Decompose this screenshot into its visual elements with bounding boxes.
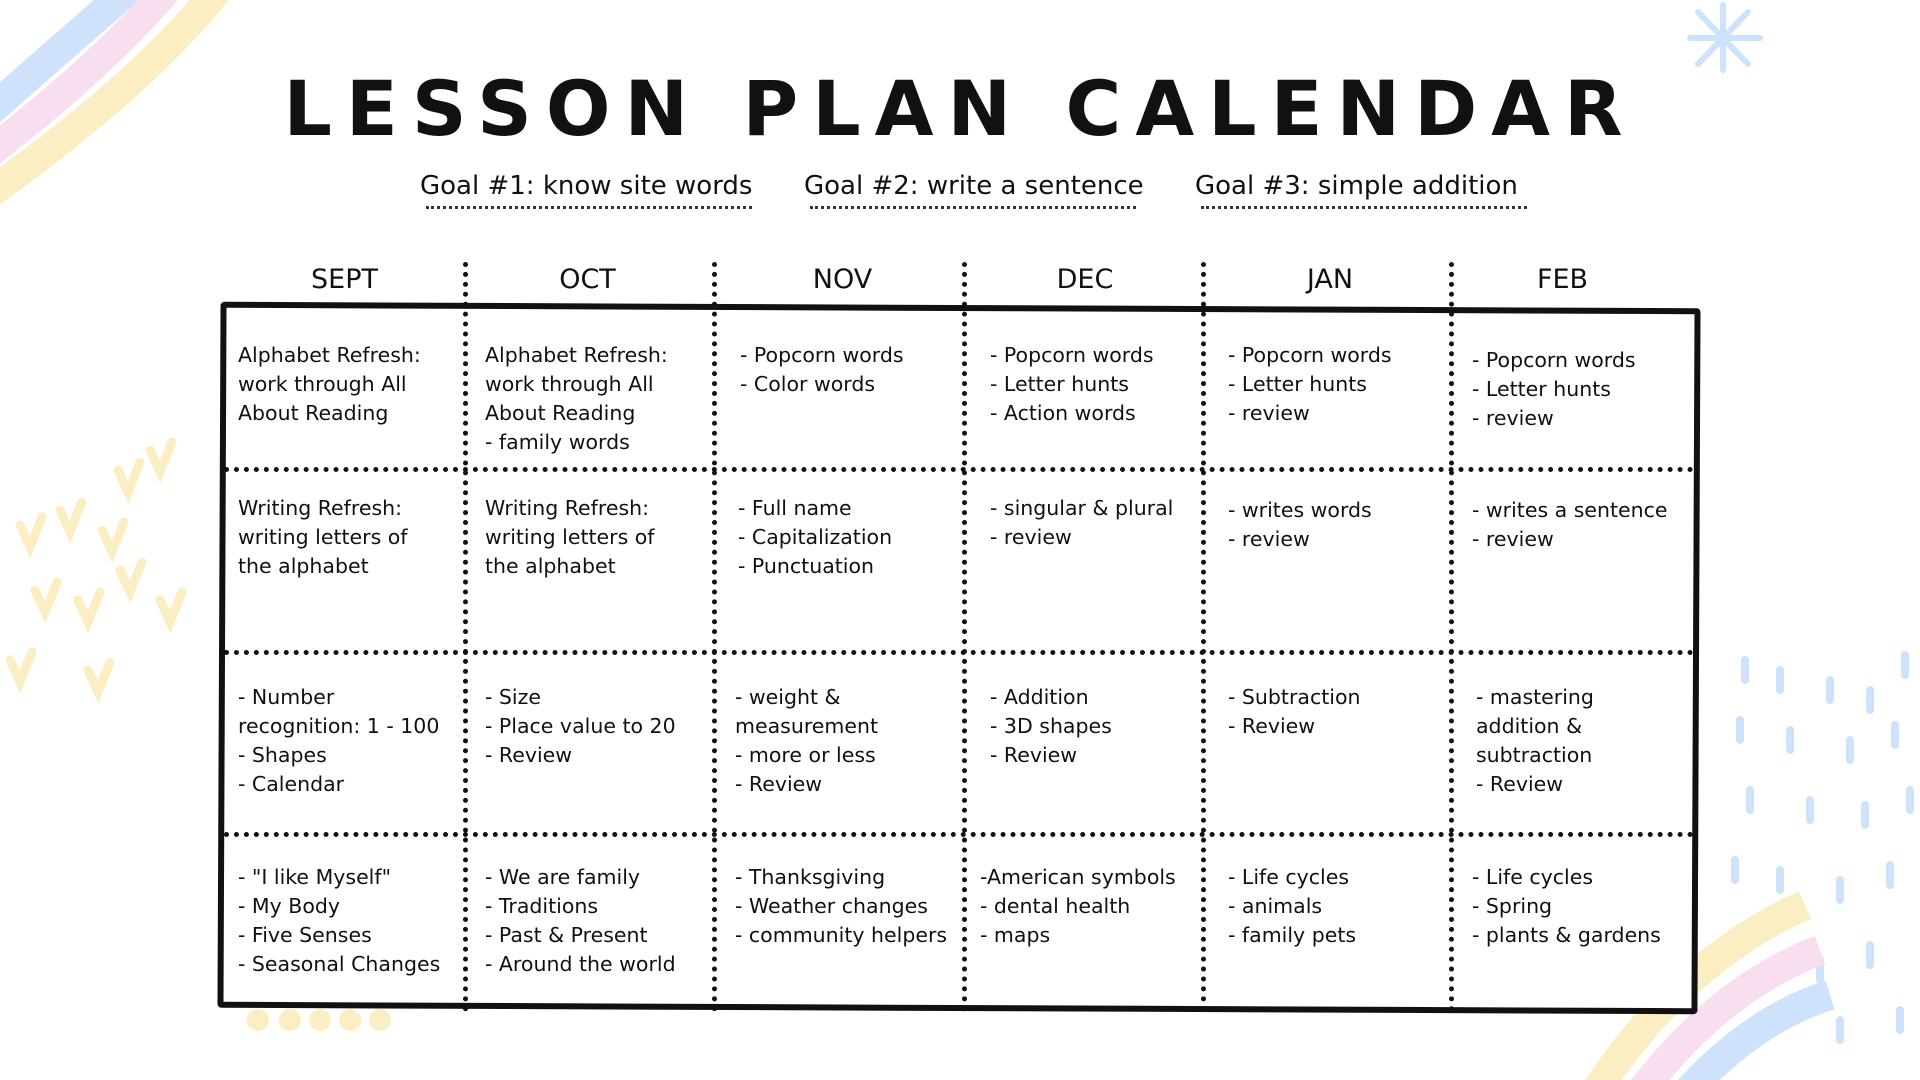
cell-line: - dental health (980, 894, 1131, 918)
row-divider (224, 650, 1694, 655)
cell-line: - animals (1228, 894, 1323, 918)
goal-2-label: Goal #2: write a sentence (804, 171, 1144, 201)
month-header-jan: JAN (1306, 264, 1354, 295)
cell-line: - review (1228, 527, 1310, 551)
cell-line: - Review (1476, 772, 1564, 796)
goal-2 (804, 168, 1144, 208)
dots-bottom-left (247, 1009, 391, 1031)
cell-row1-sept (238, 341, 421, 428)
column-divider (712, 262, 717, 1012)
cell-row1-jan (1228, 341, 1392, 428)
cell-line: - Thanksgiving (735, 865, 886, 889)
month-header-feb: FEB (1536, 264, 1589, 295)
cell-row1-dec (990, 341, 1154, 428)
goal-3 (1195, 168, 1527, 208)
cell-line: - Review (1228, 714, 1316, 738)
cell-row3-jan (1228, 683, 1361, 741)
cell-line: - weight & (735, 685, 841, 709)
cell-line: - family pets (1228, 923, 1357, 947)
cell-line: - Calendar (238, 772, 345, 796)
cell-line: work through All (485, 372, 654, 396)
goal-1-underline (426, 206, 752, 209)
cell-line: - Popcorn words (1228, 343, 1392, 367)
cell-line: - review (1228, 401, 1310, 425)
cell-line: - Review (485, 743, 573, 767)
page-title: LESSON PLAN CALENDAR (283, 64, 1637, 153)
cell-line: - Size (485, 685, 541, 709)
month-header-oct: OCT (559, 264, 616, 295)
cell-row1-nov (740, 341, 904, 399)
sparkle-icon (1690, 5, 1760, 70)
cell-line: - review (1472, 406, 1554, 430)
cell-row3-oct (485, 683, 676, 770)
goal-3-label: Goal #3: simple addition (1195, 171, 1518, 201)
rain-dashes-right (1735, 655, 1910, 1040)
column-divider (962, 262, 967, 1012)
cell-line: - family words (485, 430, 630, 454)
cell-row4-sept (238, 863, 440, 979)
cell-line: - Past & Present (485, 923, 648, 947)
cell-line: - Letter hunts (1228, 372, 1367, 396)
cell-row3-feb (1476, 683, 1594, 799)
cell-row4-jan (1228, 863, 1356, 950)
cell-line: - My Body (238, 894, 340, 918)
cell-line: - Addition (990, 685, 1089, 709)
row-divider (224, 832, 1694, 837)
cell-line: - Life cycles (1472, 865, 1594, 889)
cell-line: - writes words (1228, 498, 1372, 522)
cell-row1-feb (1472, 346, 1636, 433)
cell-line: - Letter hunts (990, 372, 1129, 396)
cell-row4-dec (980, 863, 1176, 950)
column-divider (463, 262, 468, 1012)
cell-line: - Full name (738, 496, 852, 520)
cell-line: - Popcorn words (990, 343, 1154, 367)
cell-row2-sept (238, 494, 408, 581)
cell-line: - 3D shapes (990, 714, 1112, 738)
cell-line: the alphabet (238, 554, 369, 578)
goal-2-underline (810, 206, 1136, 209)
cell-line: - We are family (485, 865, 641, 889)
cell-line: measurement (735, 714, 879, 738)
cell-line: - Place value to 20 (485, 714, 676, 738)
cell-row2-feb (1472, 496, 1668, 554)
cell-line: - mastering (1476, 685, 1594, 709)
cell-line: - Review (735, 772, 823, 796)
cell-row2-dec (990, 494, 1173, 552)
cell-line: - Review (990, 743, 1078, 767)
goal-1 (420, 168, 752, 208)
cell-line: - "I like Myself" (238, 865, 392, 889)
cell-line: - Punctuation (738, 554, 875, 578)
cell-line: - Popcorn words (1472, 348, 1636, 372)
cell-row2-nov (738, 494, 892, 581)
cell-line: - Weather changes (735, 894, 928, 918)
cell-line: About Reading (238, 401, 389, 425)
column-divider (1449, 262, 1454, 1012)
row-divider (224, 467, 1694, 472)
cell-row2-jan (1228, 496, 1372, 554)
cell-row2-oct (485, 494, 655, 581)
cell-line: - Letter hunts (1472, 377, 1611, 401)
cell-line: Alphabet Refresh: (238, 343, 421, 367)
cell-line: - review (990, 525, 1072, 549)
cell-line: - Five Senses (238, 923, 372, 947)
cell-row1-oct (485, 341, 668, 457)
cell-row3-dec (990, 683, 1112, 770)
cell-line: - Around the world (485, 952, 676, 976)
cell-line: recognition: 1 - 100 (238, 714, 440, 738)
cell-row3-sept (238, 683, 439, 799)
cell-line: - Life cycles (1228, 865, 1350, 889)
cell-line: Alphabet Refresh: (485, 343, 668, 367)
cell-line: the alphabet (485, 554, 616, 578)
month-header-sept: SEPT (311, 264, 378, 295)
month-header-dec: DEC (1056, 264, 1114, 295)
month-header-nov: NOV (812, 264, 873, 295)
cell-line: - Number (238, 685, 335, 709)
cell-line: addition & (1476, 714, 1583, 738)
cell-row4-feb (1472, 863, 1661, 950)
cell-line: - Color words (740, 372, 876, 396)
goal-3-underline (1201, 206, 1527, 209)
cell-line: - more or less (735, 743, 876, 767)
cell-line: work through All (238, 372, 407, 396)
cell-line: - Seasonal Changes (238, 952, 441, 976)
cell-row3-nov (735, 683, 878, 799)
cell-line: - Shapes (238, 743, 327, 767)
cell-row4-nov (735, 863, 947, 950)
cell-line: - community helpers (735, 923, 948, 947)
cell-line: - plants & gardens (1472, 923, 1661, 947)
cell-line: - review (1472, 527, 1554, 551)
cell-line: - singular & plural (990, 496, 1174, 520)
cell-line: -American symbols (980, 865, 1176, 889)
cell-line: - Action words (990, 401, 1136, 425)
cell-line: - Subtraction (1228, 685, 1361, 709)
cell-line: subtraction (1476, 743, 1593, 767)
check-marks-left (10, 442, 182, 692)
cell-line: - Spring (1472, 894, 1553, 918)
cell-line: - Capitalization (738, 525, 893, 549)
cell-line: Writing Refresh: (485, 496, 650, 520)
cell-line: Writing Refresh: (238, 496, 403, 520)
cell-line: writing letters of (485, 525, 655, 549)
cell-line: - writes a sentence (1472, 498, 1668, 522)
cell-line: writing letters of (238, 525, 408, 549)
cell-line: - maps (980, 923, 1051, 947)
column-divider (1201, 262, 1206, 1012)
cell-row4-oct (485, 863, 676, 979)
goal-1-label: Goal #1: know site words (420, 171, 753, 201)
cell-line: - Popcorn words (740, 343, 904, 367)
cell-line: About Reading (485, 401, 636, 425)
cell-line: - Traditions (485, 894, 599, 918)
